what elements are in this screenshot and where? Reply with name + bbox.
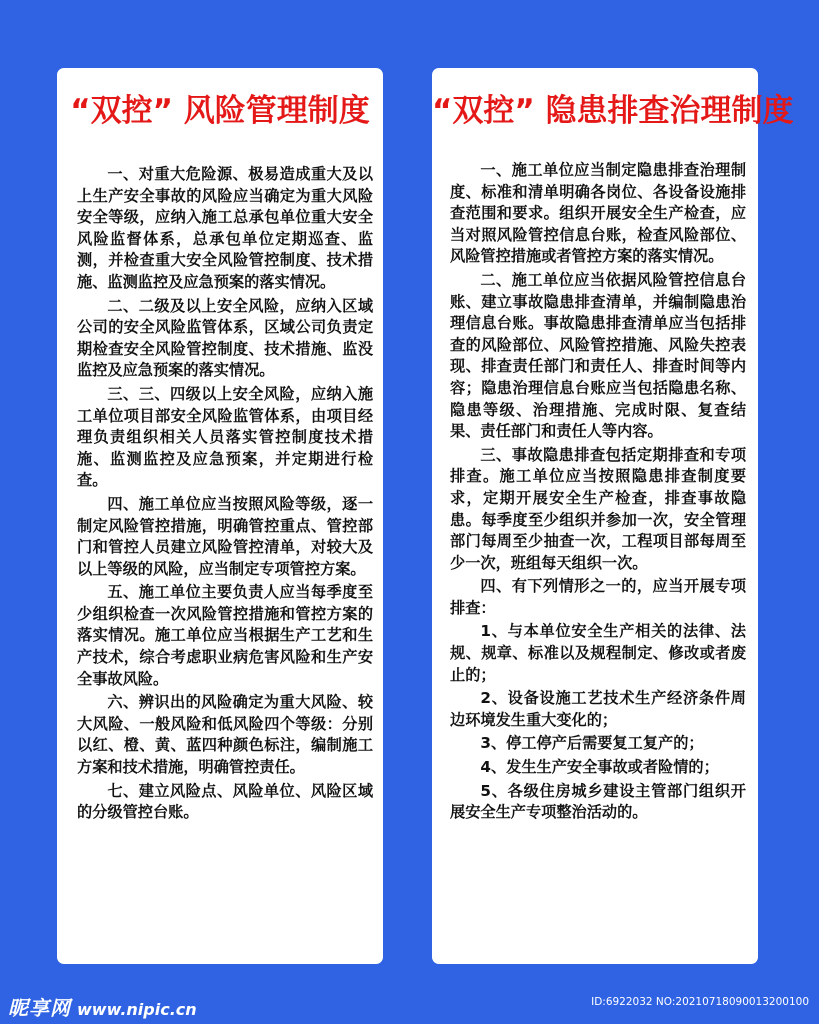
image-id-text: ID:6922032 NO:20210718090013200100	[591, 996, 809, 1008]
left-paragraph-3: 三、三、四级以上安全风险，应纳入施工单位项目部安全风险监管体系，由项目经理负责组织相关人员落实管控制度技术措施、监测监控及应急预案，并定期进行检查。	[77, 384, 373, 490]
right-paragraph-3: 三、事故隐患排查包括定期排查和专项排查。施工单位应当按照隐患排查制度要求，定期开展安全生产检查，排查事故隐患。每季度至少组织并参加一次，安全管理部门每周至少抽查一次，工程项目部每周至少一次，班组每天组织一次。	[450, 445, 746, 572]
right-paragraph-1: 一、施工单位应当制定隐患排查治理制度、标准和清单明确各岗位、各设备设施排查范围和要求。组织开展安全生产检查，应当对照风险管控信息台账，检查风险部位、风险管控措施或者管控方案的落实情况。	[450, 161, 746, 266]
watermark-logo	[8, 992, 197, 1021]
right-panel-title: “双控” 隐患排查治理制度	[432, 93, 794, 129]
right-panel-body	[432, 160, 758, 824]
watermark-url: www.nipic.cn	[77, 1000, 197, 1019]
right-panel	[432, 68, 794, 964]
right-list-item-1: 1、与本单位安全生产相关的法律、法规、规章、标准以及规程制定、修改或者废止的；	[450, 622, 746, 684]
left-paragraph-7: 七、建立风险点、风险单位、风险区域的分级管控台账。	[77, 781, 373, 822]
right-list-item-5: 5、各级住房城乡建设主管部门组织开展安全生产专项整治活动的。	[450, 781, 746, 822]
left-panel-title: “双控” 风险管理制度	[70, 93, 370, 129]
right-list-item-3: 3、停工停产后需要复工复产的；	[480, 734, 704, 753]
left-paragraph-2: 二、二级及以上安全风险，应纳入区域公司的安全风险监管体系，区域公司负责定期检查安全风险管控制度、技术措施、监没监控及应急预案的落实情况。	[77, 296, 373, 380]
left-paragraph-1: 一、对重大危险源、极易造成重大及以上生产安全事故的风险应当确定为重大风险安全等级，应纳入施工总承包单位重大安全风险监督体系，总承包单位定期巡查、监测，并检查重大安全风险管控制度、技术措施、监测监控及应急预案的落实情况。	[77, 165, 373, 291]
left-panel	[57, 68, 383, 964]
right-list-item-2: 2、设备设施工艺技术生产经济条件周边环境发生重大变化的；	[450, 689, 746, 729]
watermark-brand: 昵享网	[8, 996, 71, 1020]
left-paragraph-4: 四、施工单位应当按照风险等级，逐一制定风险管控措施，明确管控重点、管控部门和管控人员建立风险管控清单，对较大及以上等级的风险，应当制定专项管控方案。	[77, 494, 373, 578]
right-list-item-4: 4、发生生产安全事故或者险情的；	[480, 758, 719, 777]
right-paragraph-2: 二、施工单位应当依据风险管控信息台账、建立事故隐患排查清单，并编制隐患治理信息台账。事故隐患排查清单应当包括排查的风险部位、风险管控措施、风险失控表现、排查责任部门和责任人、排查时间等内容；隐患治理信息台账应当包括隐患名称、隐患等级、治理措施、完成时限、复查结果、责任部门和责任人等内容。	[450, 270, 746, 441]
right-paragraph-4: 四、有下列情形之一的，应当开展专项排查：	[450, 577, 746, 617]
left-paragraph-5: 五、施工单位主要负责人应当每季度至少组织检查一次风险管控措施和管控方案的落实情况。施工单位应当根据生产工艺和生产技术，综合考虑职业病危害风险和生产安全事故风险。	[77, 583, 373, 688]
left-panel-body	[57, 164, 383, 824]
left-paragraph-6: 六、辨识出的风险确定为重大风险、较大风险、一般风险和低风险四个等级：分别以红、橙、黄、蓝四种颜色标注，编制施工方案和技术措施，明确管控责任。	[77, 693, 373, 777]
